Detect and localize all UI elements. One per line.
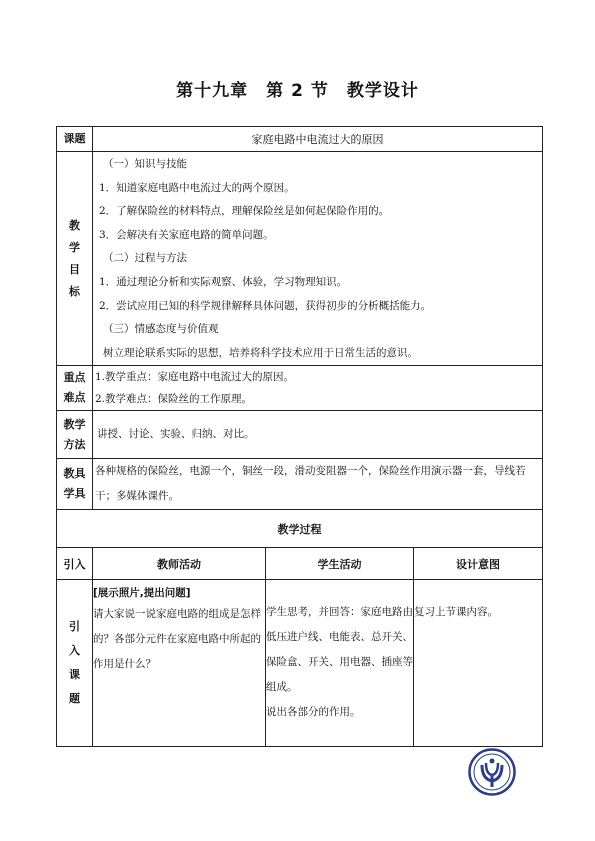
methods-label xyxy=(57,411,93,459)
key-point-item: 2.教学难点：保险丝的工作原理。 xyxy=(95,393,253,406)
teacher-activity-text: 请大家说一说家庭电路的组成是怎样的？各部分元件在家庭电路中所起的作用是什么？ xyxy=(93,608,261,671)
student-activity-text: 说出各部分的作用。 xyxy=(266,706,361,719)
methods-row xyxy=(57,411,543,459)
student-activity-text: 学生思考，并回答：家庭电路由低压进户线、电能表、总开关、保险盒、开关、用电器、插座等组成。 xyxy=(266,606,413,694)
methods-value: 讲授、讨论、实验、归纳、对比。 xyxy=(93,411,543,459)
objectives-label-char: 学 xyxy=(69,240,80,254)
objectives-row xyxy=(57,152,543,366)
tools-row xyxy=(57,459,543,510)
page-title: 第十九章 第 2 节 教学设计 xyxy=(176,81,419,101)
key-points-label xyxy=(57,366,93,411)
intro-label xyxy=(57,580,93,747)
process-columns-row xyxy=(57,548,543,580)
objective-item: 3．会解决有关家庭电路的简单问题。 xyxy=(99,228,274,241)
intro-row xyxy=(57,580,543,747)
key-points-label-line: 难点 xyxy=(63,391,86,405)
design-intent: 复习上节课内容。 xyxy=(414,580,543,747)
column-header-intro: 引入 xyxy=(57,548,93,580)
objectives-label xyxy=(57,152,93,366)
column-header-student: 学生活动 xyxy=(266,548,414,580)
course-label: 课题 xyxy=(57,127,93,152)
intro-label-char: 引 xyxy=(69,620,80,634)
objectives-label-char: 标 xyxy=(69,284,80,298)
teacher-activity-heading: [展示照片,提出问题] xyxy=(93,587,191,600)
methods-label-line: 方法 xyxy=(63,437,86,451)
objectives-content xyxy=(93,152,543,366)
intro-label-char: 课 xyxy=(69,668,80,682)
objective-item: 2．尝试应用已知的科学规律解释具体问题，获得初步的分析概括能力。 xyxy=(99,299,432,312)
process-heading: 教学过程 xyxy=(57,510,543,548)
tools-value: 各种规格的保险丝，电源一个，铜丝一段，滑动变阻器一个，保险丝作用演示器一套，导线若干；多媒体课件。 xyxy=(93,459,543,510)
course-value: 家庭电路中电流过大的原因 xyxy=(93,127,543,152)
tools-label xyxy=(57,459,93,510)
key-points-label-line: 重点 xyxy=(63,371,86,385)
intro-label-char: 入 xyxy=(69,644,80,658)
objectives-label-char: 目 xyxy=(69,262,80,276)
teacher-activity xyxy=(93,580,266,747)
course-row xyxy=(57,127,543,152)
intro-label-char: 题 xyxy=(69,692,80,706)
column-header-intent: 设计意图 xyxy=(414,548,543,580)
column-header-teacher: 教师活动 xyxy=(93,548,266,580)
objective-item: 1．通过理论分析和实际观察、体验，学习物理知识。 xyxy=(99,275,348,288)
process-heading-row xyxy=(57,510,543,548)
key-points-row xyxy=(57,366,543,411)
school-logo-icon xyxy=(467,747,517,797)
objective-section-heading: （二）过程与方法 xyxy=(103,252,187,265)
objective-item: 树立理论联系实际的思想，培养将科学技术应用于日常生活的意识。 xyxy=(103,346,418,359)
key-point-item: 1.教学重点：家庭电路中电流过大的原因。 xyxy=(95,371,295,384)
objective-item: 1．知道家庭电路中电流过大的两个原因。 xyxy=(99,181,295,194)
tools-label-line: 教具 xyxy=(63,467,86,481)
objective-section-heading: （一）知识与技能 xyxy=(103,158,187,170)
methods-label-line: 教学 xyxy=(63,417,86,431)
objective-item: 2．了解保险丝的材料特点，理解保险丝是如何起保险作用的。 xyxy=(99,205,390,218)
lesson-plan-table xyxy=(56,126,543,747)
objectives-label-char: 教 xyxy=(69,218,80,232)
student-activity xyxy=(266,580,414,747)
tools-label-line: 学具 xyxy=(63,487,86,501)
key-points-content xyxy=(93,366,543,411)
objective-section-heading: （三）情感态度与价值观 xyxy=(103,323,219,336)
